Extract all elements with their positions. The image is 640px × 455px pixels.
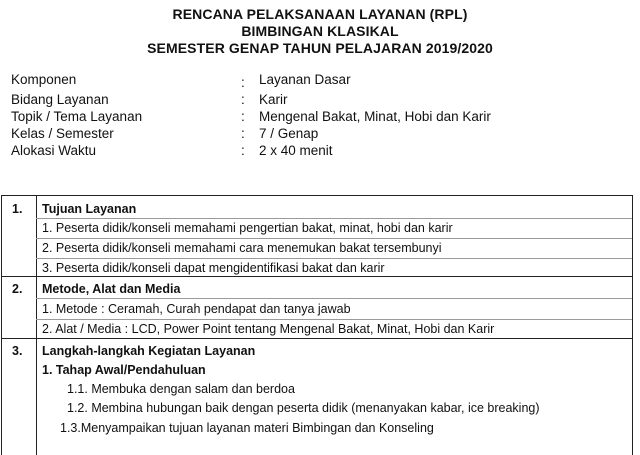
meta-value: 7 / Genap <box>259 126 319 141</box>
list-item: 1.3.Menyampaikan tujuan layanan materi Bimbingan dan Konseling <box>60 421 434 435</box>
section-number: 1. <box>12 202 23 216</box>
meta-label: Komponen <box>11 72 77 87</box>
list-item: 1. Peserta didik/konseli memahami pengertian bakat, minat, hobi dan karir <box>42 221 453 235</box>
section-number: 3. <box>12 344 23 358</box>
document-title: RENCANA PELAKSANAAN LAYANAN (RPL) <box>172 6 468 22</box>
section-divider <box>2 338 632 339</box>
section-title-langkah: Langkah-langkah Kegiatan Layanan <box>42 344 256 358</box>
list-item: 2. Alat / Media : LCD, Power Point tentang Mengenal Bakat, Minat, Hobi dan Karir <box>42 322 495 336</box>
list-item: 1.2. Membina hubungan baik dengan peserta didik (menanyakan kabar, ice breaking) <box>67 401 540 415</box>
meta-colon: : <box>241 75 245 90</box>
section-title-metode: Metode, Alat dan Media <box>42 282 181 296</box>
document-subtitle: BIMBINGAN KLASIKAL <box>241 23 399 39</box>
rpl-table <box>1 195 633 455</box>
meta-value: Layanan Dasar <box>259 72 351 87</box>
section-title-tujuan: Tujuan Layanan <box>42 202 137 216</box>
meta-colon: : <box>241 109 245 124</box>
meta-colon: : <box>241 92 245 107</box>
document-period: SEMESTER GENAP TAHUN PELAJARAN 2019/2020 <box>147 40 493 56</box>
list-item: 2. Peserta didik/konseli memahami cara menemukan bakat tersembunyi <box>42 241 442 255</box>
row-divider <box>36 238 632 239</box>
meta-label: Topik / Tema Layanan <box>11 109 143 124</box>
column-divider <box>36 196 37 455</box>
row-divider <box>36 218 632 219</box>
row-divider <box>36 258 632 259</box>
section-number: 2. <box>12 282 23 296</box>
row-divider <box>36 319 632 320</box>
meta-colon: : <box>241 143 245 158</box>
section-divider <box>2 276 632 277</box>
meta-value: Karir <box>259 92 288 107</box>
list-item: 1.1. Membuka dengan salam dan berdoa <box>67 382 295 396</box>
list-item: 3. Peserta didik/konseli dapat mengidentifikasi bakat dan karir <box>42 261 385 275</box>
meta-label: Alokasi Waktu <box>11 143 97 158</box>
subsection-title: 1. Tahap Awal/Pendahuluan <box>42 363 206 377</box>
row-divider <box>36 298 632 299</box>
meta-value: 2 x 40 menit <box>259 143 333 158</box>
meta-colon: : <box>241 126 245 141</box>
meta-label: Bidang Layanan <box>11 92 109 107</box>
meta-label: Kelas / Semester <box>11 126 114 141</box>
meta-value: Mengenal Bakat, Minat, Hobi dan Karir <box>259 109 491 124</box>
list-item: 1. Metode : Ceramah, Curah pendapat dan tanya jawab <box>42 302 351 316</box>
